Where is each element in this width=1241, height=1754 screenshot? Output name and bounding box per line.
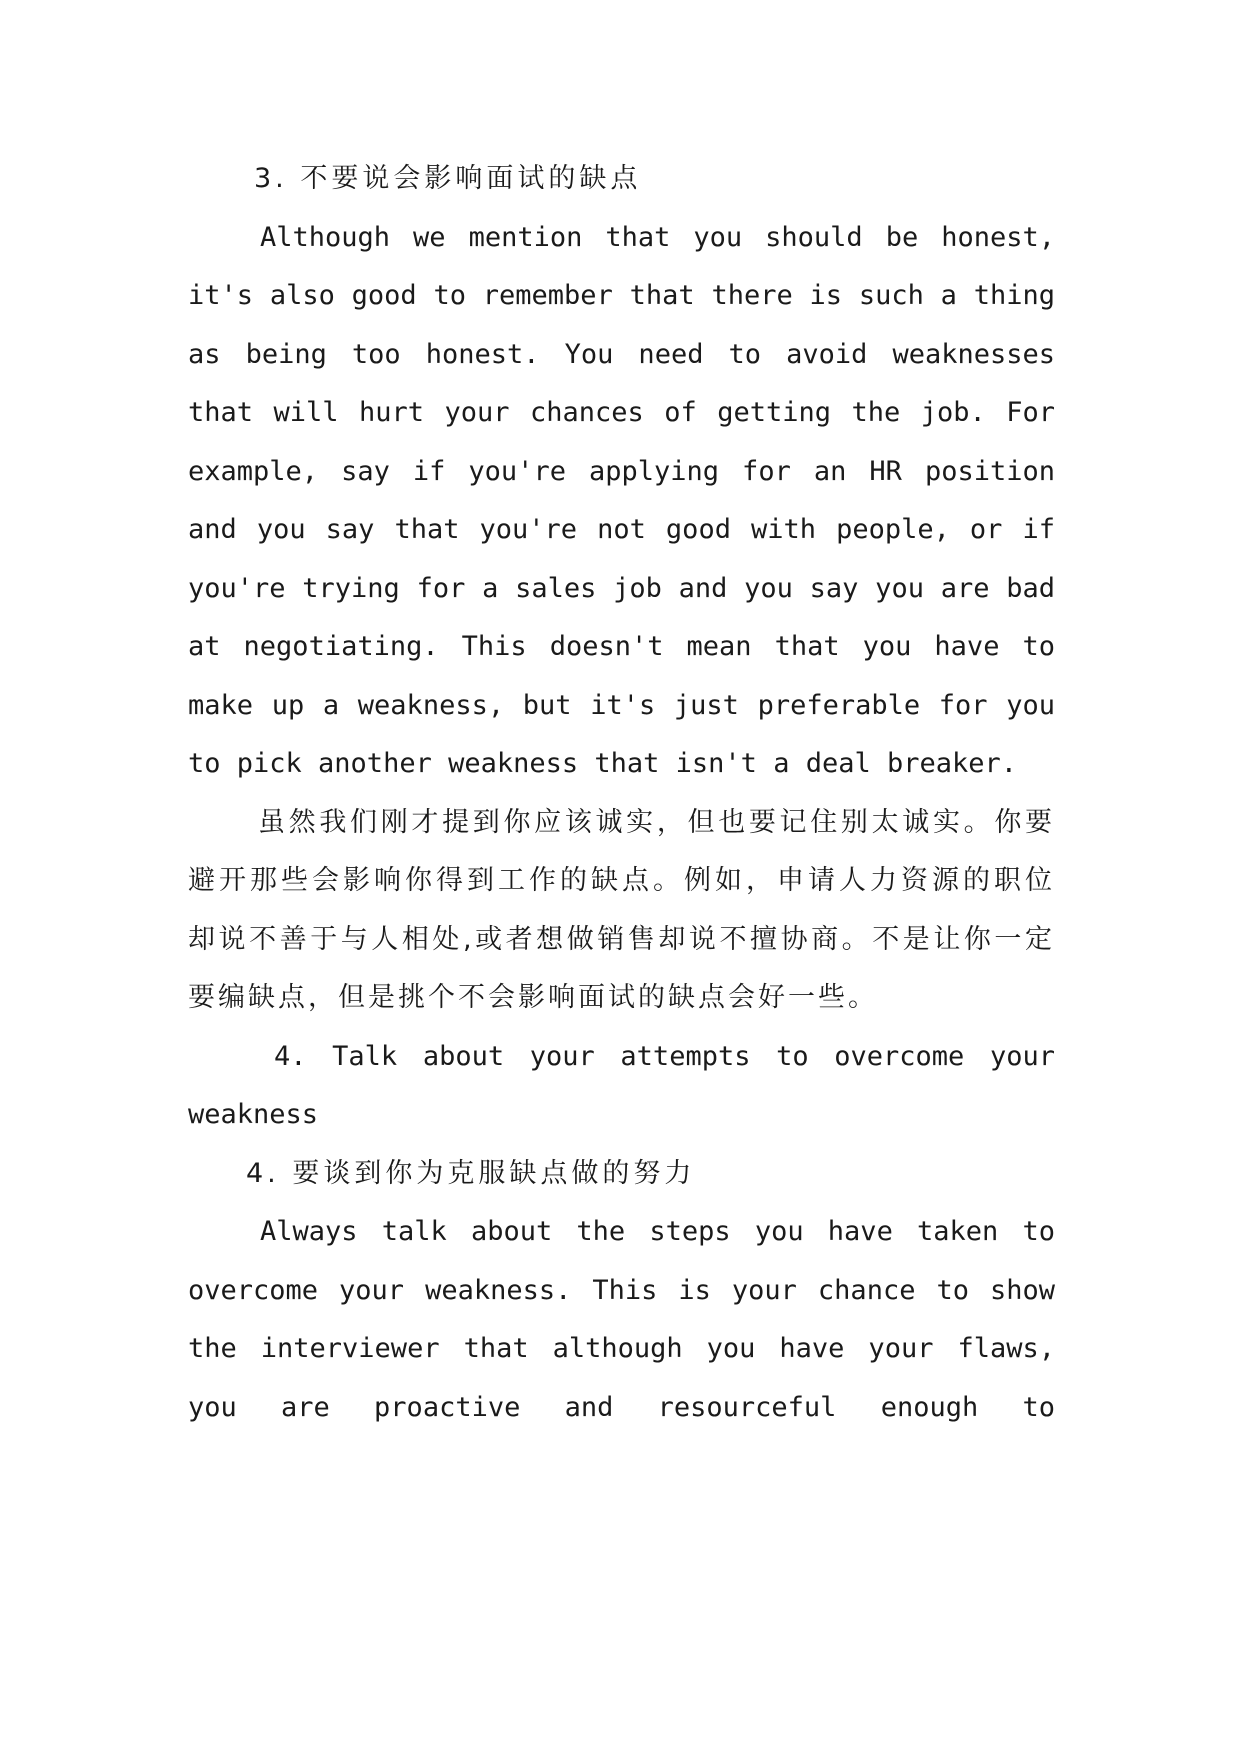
section-3-body-en: Although we mention that you should be honest, it's also good to remember that there is such a thing as being too honest. You need to avoid weaknesses that will hurt your chances of getting the job. For example, say if you're applying for an HR position and you say that you're not good with people, or if you're trying for a sales job and you say you are bad at negotiating. This doesn't mean that you have to make up a weakness, but it's just preferable for you to pick another weakness that isn't a deal breaker. — [188, 221, 1055, 779]
section-4-heading-en: 4. Talk about your attempts to overcome your weakness — [188, 1040, 1055, 1130]
section-4-body-en: Always talk about the steps you have taken to overcome your weakness. This is your chance to show the interviewer that although you have your flaws, you are proactive and resourceful enough to — [188, 1216, 1055, 1423]
section-3-heading-cn: 3. 不要说会影响面试的缺点 — [254, 163, 642, 194]
document-page — [188, 150, 1055, 1437]
section-3-body-cn: 虽然我们刚才提到你应该诚实，但也要记住别太诚实。你要避开那些会影响你得到工作的缺点。例如，申请人力资源的职位却说不善于与人相处,或者想做销售却说不擅协商。不是让你一定要编缺点，但是挑个不会影响面试的缺点会好一些。 — [188, 806, 1055, 1013]
section-4-heading-cn: 4. 要谈到你为克服缺点做的努力 — [246, 1157, 696, 1189]
